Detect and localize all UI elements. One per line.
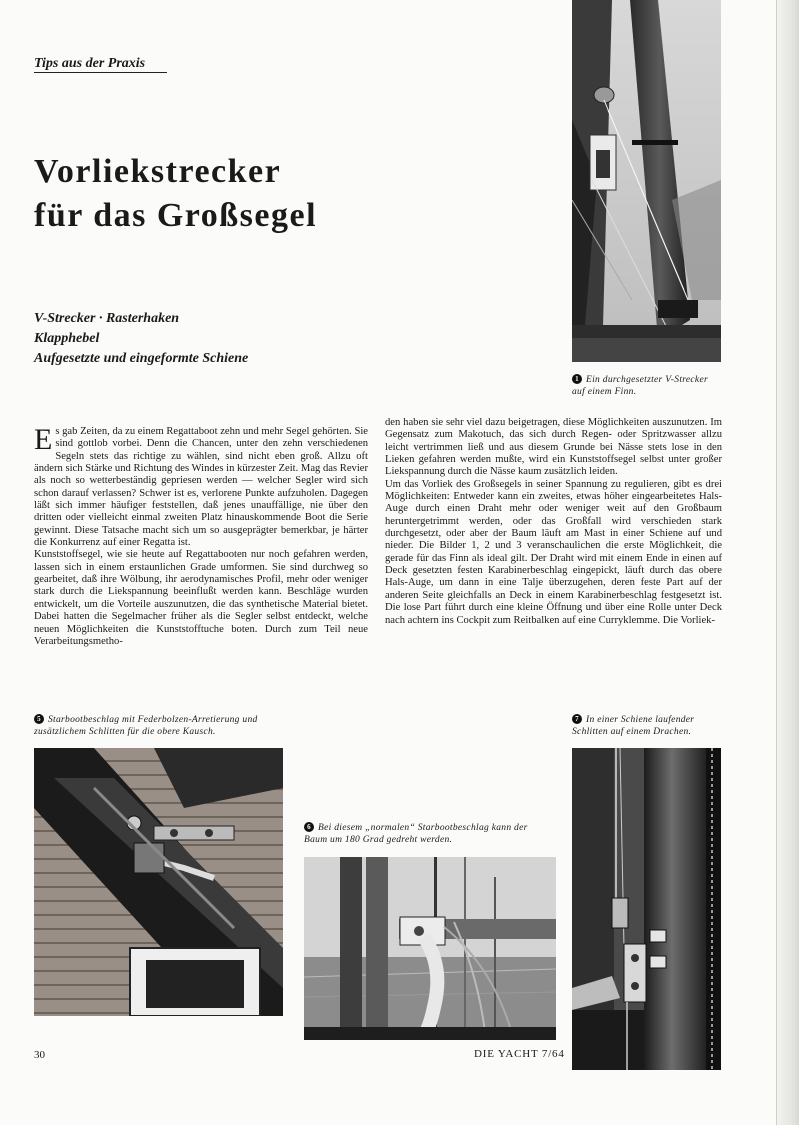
photo-6-normal-fitting	[304, 857, 556, 1040]
figure-number-badge: 7	[572, 714, 582, 724]
caption-6-line-2: Baum um 180 Grad gedreht werden.	[304, 835, 453, 845]
caption-photo-7	[572, 714, 724, 738]
section-rule	[34, 72, 167, 73]
caption-1-line-1: Ein durchgesetzter V-Strecker	[586, 375, 708, 385]
col2-paragraph-1: den haben sie sehr viel dazu beigetragen, diese Möglichkeiten auszunutzen. Im Gegensatz zum Makotuch, das sich durch Regen- oder Spritzwasser allzu leicht vertrimmen ließ und aus diesem Grunde bei Nässe stets lose in den Lieken gefahren werden mußte, wird ein Kunststoffsegel selbst unter großer Liekspannung durch die Nässe kaum zusätzlich leiden.	[385, 417, 722, 478]
text-column-1	[34, 423, 368, 648]
text-column-2	[385, 417, 722, 627]
caption-5-line-2: zusätzlichem Schlitten für die obere Kausch.	[34, 727, 216, 737]
figure-number-badge: 6	[304, 822, 314, 832]
caption-6-line-1: Bei diesem „normalen“ Starbootbeschlag kann der	[318, 823, 528, 833]
headline-line-1: Vorliekstrecker	[34, 153, 282, 190]
photo-5-starboot-fitting	[34, 748, 283, 1016]
drop-cap: E	[34, 423, 53, 456]
page-edge	[776, 0, 799, 1125]
subheadline	[34, 309, 334, 369]
caption-photo-5	[34, 714, 284, 738]
figure-number-badge: 1	[572, 374, 582, 384]
caption-7-line-2: Schlitten auf einem Drachen.	[572, 727, 692, 737]
headline-line-2: für das Großsegel	[34, 197, 318, 234]
caption-5-line-1: Starbootbeschlag mit Federbolzen-Arretierung und	[48, 715, 258, 725]
subhead-line-1: V-Strecker · Rasterhaken	[34, 311, 180, 326]
col1-paragraph-2: Kunststoffsegel, wie sie heute auf Regattabooten nur noch gefahren werden, lassen sich in einem erstaunlichen Grade umformen. Sie sind durchweg so gearbeitet, daß ihre Wölbung, ihr aerodynamisches Profil, mehr oder weniger stark durch die Liekspannung beeinflußt werden kann. Beschläge wurden entwickelt, um die Vorteile auszunutzen, die das synthetische Material bietet. Dabei hatten die Segelmacher früher als die Segler selbst entdeckt, welche neuen Möglichkeiten die Kunststofftuche boten. Durch zum Teil neue Verarbeitungsmetho-	[34, 549, 368, 647]
caption-photo-6	[304, 822, 556, 846]
figure-number-badge: 5	[34, 714, 44, 724]
caption-1-line-2: auf einem Finn.	[572, 387, 637, 397]
page-number: 30	[34, 1049, 45, 1061]
section-label: Tips aus der Praxis	[34, 56, 146, 71]
headline	[34, 150, 334, 238]
subhead-line-3: Aufgesetzte und eingeformte Schiene	[34, 351, 249, 366]
col1-paragraph-1: s gab Zeiten, da zu einem Regattaboot zehn und mehr Segel gehörten. Sie sind gottlob vorbei. Denn die Chancen, unter den zehn verschiedenen Segeln stets das richtige zu wählen, sind nicht eben groß. Allzu oft ändern sich Stärke und Richtung des Windes in kürzester Zeit. Mag das Revier als noch so wetterbeständig gepriesen werden — welcher Segler wird sich schon darauf verlassen? Schwer ist es, verlorene Punkte aufzuholen. Dagegen läßt sich immer häufiger feststellen, daß jenes unauffällige, nie über den dritten oder vielleicht einmal zweiten Platz hinauskommende Boot die Serie gewinnt. Diese Tatsache macht sich um so ausgeprägter bemerkbar, je härter die Konkurrenz auf einer Regatta ist.	[34, 426, 368, 549]
subhead-line-2: Klapphebel	[34, 331, 100, 346]
caption-photo-1	[572, 374, 724, 398]
photo-1-mast	[572, 0, 721, 362]
caption-7-line-1: In einer Schiene laufender	[586, 715, 695, 725]
photo-7-drachen-slider	[572, 748, 721, 1070]
col2-paragraph-2: Um das Vorliek des Großsegels in seiner Spannung zu regulieren, gibt es drei Möglichkeiten: Entweder kann ein zweites, etwas höher eingearbeitetes Hals-Auge durch einen Draht mehr oder weniger weit auf den Großbaum heruntergetrimmt werden, oder das Großfall wird verschieden stark durchgesetzt, oder aber der Baum läuft am Mast in einer Schiene auf und nieder. Die Bilder 1, 2 und 3 veranschaulichen die erste Möglichkeit, die gerade für das Finn als ideal gilt. Der Draht wird mit einem Ende in einen auf Deck gesetzten festen Karabinerbeschlag eingepickt, läuft durch das obere Hals-Auge, um dann in eine Talje überzugehen, deren feste Part auf der anderen Seite gleichfalls an Deck in einem Karabinerbeschlag festgesetzt ist. Die lose Part führt durch eine kleine Öffnung und über eine Rolle unter Deck nach achtern ins Cockpit zum Reitbalken auf eine Curryklemme. Die Vorliek-	[385, 478, 722, 626]
publication-issue: DIE YACHT 7/64	[474, 1048, 565, 1060]
